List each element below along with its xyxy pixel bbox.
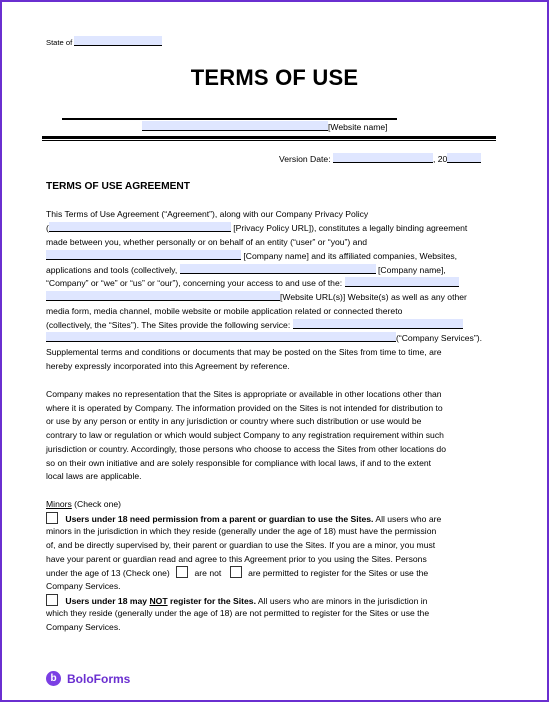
version-year-label: , 20 xyxy=(432,154,448,164)
document xyxy=(2,2,547,700)
para1-line xyxy=(46,250,457,264)
para1-line xyxy=(46,332,482,346)
text: register for the Sites. xyxy=(167,596,256,606)
text: ( xyxy=(46,223,49,233)
state-field xyxy=(46,36,162,47)
text: Users under 18 need permission from a parent or guardian to use the Sites. xyxy=(65,514,374,524)
minors-line: Company Services. xyxy=(46,622,121,632)
bolo-icon: b xyxy=(46,671,61,686)
para2-line: or use by any person or entity in any jurisdiction or country where such distribution or use would be xyxy=(46,416,422,426)
para1-line: made between you, whether personally or on behalf of an entity (“user” or “you”) and xyxy=(46,237,368,247)
text: [Company name], xyxy=(377,265,446,275)
para2-line: so on their own initiative and are solely responsible for compliance with local laws, if and to the extent xyxy=(46,458,432,468)
para2-line: Company makes no representation that the Sites is appropriate or available in other locations other than xyxy=(46,389,442,399)
text: under the age of 13 (Check one) xyxy=(46,568,170,578)
are-permitted-checkbox[interactable] xyxy=(230,566,242,578)
text: (collectively, the “Sites”). The Sites provide the following service: xyxy=(46,320,291,330)
para1-line: media form, media channel, mobile website or mobile application related or connected thereto xyxy=(46,306,403,316)
text: (“Company Services”). xyxy=(396,333,482,343)
website-name-field xyxy=(142,121,388,132)
para1-line xyxy=(46,291,467,305)
para1-line xyxy=(46,222,467,236)
text: applications and tools (collectively, xyxy=(46,265,178,275)
site-input[interactable] xyxy=(345,277,459,287)
option-1-checkbox[interactable] xyxy=(46,512,58,524)
state-input[interactable] xyxy=(74,36,162,46)
text: “Company” or “we” or “us” or “our”), concerning your access to and use of the: xyxy=(46,278,343,288)
brand-name: BoloForms xyxy=(67,671,131,686)
para1-line xyxy=(46,264,446,278)
section-heading: TERMS OF USE AGREEMENT xyxy=(46,181,190,192)
service-input[interactable] xyxy=(293,319,463,329)
privacy-url-input[interactable] xyxy=(49,222,231,232)
text: (Check one) xyxy=(71,499,121,509)
text: are permitted to register for the Sites or use the xyxy=(248,568,429,578)
company-name-input-2[interactable] xyxy=(180,264,376,274)
para1-line xyxy=(46,319,463,333)
version-date-input[interactable] xyxy=(333,153,433,163)
brand-logo[interactable] xyxy=(46,671,130,686)
minors-line: have your parent or guardian read and agree to this Agreement prior to you using the Sites. Persons xyxy=(46,554,427,564)
minors-line: Company Services. xyxy=(46,581,121,591)
minors-line xyxy=(46,566,428,581)
version-year-input[interactable] xyxy=(447,153,481,163)
state-label: State of xyxy=(46,38,73,47)
para1-line: Supplemental terms and conditions or documents that may be posted on the Sites from time to time, are xyxy=(46,347,442,357)
text: Users under 18 may xyxy=(65,596,150,606)
minors-heading xyxy=(46,498,121,512)
divider-thick xyxy=(42,136,496,139)
text: are not xyxy=(194,568,222,578)
para1-line: This Terms of Use Agreement (“Agreement”), along with our Company Privacy Policy xyxy=(46,209,369,219)
text: NOT xyxy=(149,596,168,606)
version-label: Version Date: xyxy=(279,154,331,164)
para2-line: where it is operated by Company. The information provided on the Sites is not intended for distribution to xyxy=(46,403,443,413)
para1-line xyxy=(46,277,459,291)
minors-line: of, and be directly supervised by, their parent or guardian to use the Sites. If you are a minor, you must xyxy=(46,540,436,550)
para2-line: jurisdiction or country. Accordingly, those persons who choose to access the Sites from other locations do xyxy=(46,444,446,454)
divider xyxy=(62,118,397,120)
divider-thin xyxy=(42,140,496,141)
minors-line: which they reside (generally under the age of 18) are not permitted to register for the Sites or use the xyxy=(46,608,430,618)
text: [Website URL(s)] Website(s) as well as any other xyxy=(280,292,467,302)
text: All users who are xyxy=(373,514,442,524)
minors-line: minors in the jurisdiction in which they reside (generally under the age of 18) must have the permission xyxy=(46,526,437,536)
para1-line: hereby expressly incorporated into this Agreement by reference. xyxy=(46,361,290,371)
para2-line: local laws are applicable. xyxy=(46,471,142,481)
text: [Company name] and its affiliated companies, Websites, xyxy=(243,251,458,261)
para2-line: contrary to law or regulation or which would subject Company to any registration requirement within such xyxy=(46,430,444,440)
service-input-2[interactable] xyxy=(46,332,396,342)
are-not-checkbox[interactable] xyxy=(176,566,188,578)
minors-label: Minors xyxy=(46,499,72,509)
option-2-checkbox[interactable] xyxy=(46,594,58,606)
company-name-input[interactable] xyxy=(46,250,241,260)
website-url-input[interactable] xyxy=(46,291,280,301)
text: [Privacy Policy URL]), constitutes a legally binding agreement xyxy=(233,223,468,233)
text: All users who are minors in the jurisdiction in xyxy=(255,596,428,606)
website-name-label: [Website name] xyxy=(328,122,388,132)
page-title: TERMS OF USE xyxy=(190,65,359,90)
version-date xyxy=(279,153,481,164)
website-name-input[interactable] xyxy=(142,121,328,131)
